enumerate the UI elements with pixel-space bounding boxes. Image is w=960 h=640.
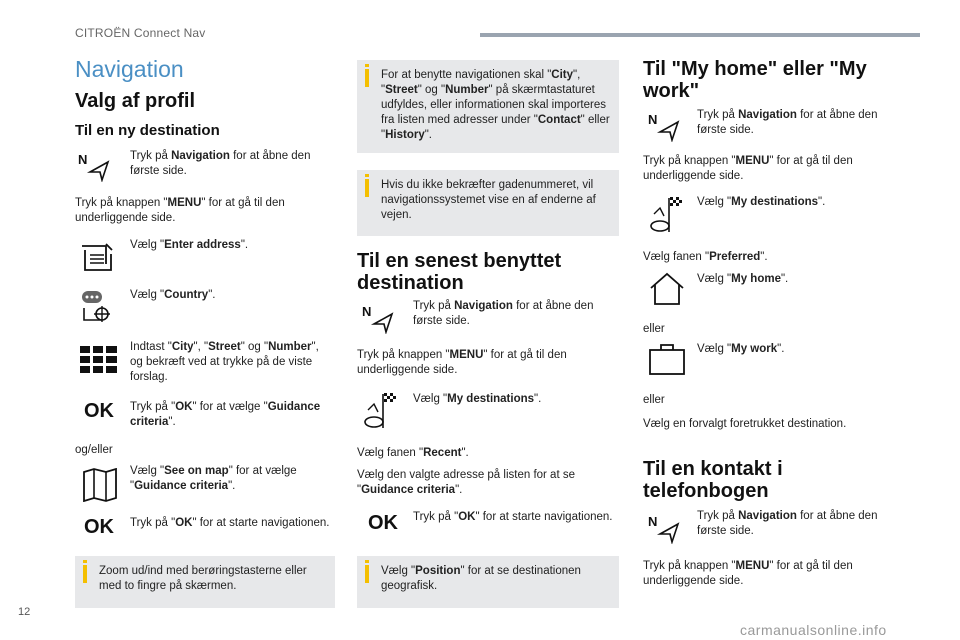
- ok-icon: OK: [84, 400, 114, 422]
- col1-or-label: og/eller: [75, 444, 113, 456]
- navigation-n-icon: [648, 514, 682, 544]
- header-brand: CITROËN Connect Nav: [75, 26, 206, 40]
- col3-tab-preferred: Vælg fanen "Preferred".: [643, 251, 768, 263]
- keypad-grid-icon: [80, 346, 118, 374]
- page-number: 12: [18, 606, 31, 618]
- col3-heading-home-work: Til "My home" eller "My work": [643, 58, 867, 102]
- col1-step-city-street: Indtast "City", "Street" og "Number", og bekræft ved at trykke på de viste forslag.: [130, 341, 319, 383]
- navigation-n-icon: [362, 304, 396, 334]
- col1-heading: Valg af profil: [75, 90, 196, 112]
- col1-step-enter-address: Vælg "Enter address".: [130, 239, 249, 251]
- col2-note-city-street: For at benytte navigationen skal "City", "Street" og "Number" på skærmtastaturet udfyldes, eller informationen skal importeres fra listen med adresser under "Contact" eller "History".: [357, 60, 619, 153]
- ok-icon: OK: [84, 516, 114, 538]
- col3-step-navigation: Tryk på Navigation for at åbne den første side.: [697, 109, 878, 136]
- col1-step-see-on-map: Vælg "See on map" for at vælge "Guidance criteria".: [130, 465, 297, 492]
- col3-menu-text-2: Tryk på knappen "MENU" for at gå til den underliggende side.: [643, 560, 853, 587]
- col2-tab-recent: Vælg fanen "Recent".: [357, 447, 469, 459]
- svg-text:N: N: [648, 112, 658, 127]
- col3-step-my-home: Vælg "My home".: [697, 273, 789, 285]
- watermark: carmanualsonline.info: [740, 622, 887, 638]
- col2-note-position: Vælg "Position" for at se destinationen geografisk.: [357, 556, 619, 608]
- section-title: Navigation: [75, 56, 184, 82]
- map-book-icon: [82, 468, 118, 502]
- col3-step-my-destinations: Vælg "My destinations".: [697, 196, 826, 208]
- destination-pin-icon: [648, 196, 688, 236]
- col1-menu-text: Tryk på knappen "MENU" for at gå til den underliggende side.: [75, 197, 285, 224]
- col1-step-ok-start: Tryk på "OK" for at starte navigationen.: [130, 517, 330, 529]
- col3-step-navigation-2: Tryk på Navigation for at åbne den første side.: [697, 510, 878, 537]
- col1-step-ok-guidance: Tryk på "OK" for at vælge "Guidance criteria".: [130, 401, 321, 428]
- col3-or-label-1: eller: [643, 323, 665, 335]
- country-globe-icon: [80, 288, 116, 324]
- ok-icon: OK: [368, 512, 398, 534]
- svg-text:N: N: [78, 152, 88, 167]
- col2-heading: Til en senest benyttet destination: [357, 250, 562, 294]
- col3-menu-text: Tryk på knappen "MENU" for at gå til den underliggende side.: [643, 155, 853, 182]
- col3-step-my-work: Vælg "My work".: [697, 343, 785, 355]
- col3-heading-contact: Til en kontakt i telefonbogen: [643, 458, 783, 502]
- svg-text:N: N: [648, 514, 658, 529]
- header-rule: [480, 33, 920, 37]
- col1-step-country: Vælg "Country".: [130, 289, 216, 301]
- col2-note-house-number: Hvis du ikke bekræfter gadenummeret, vil navigationssystemet vise en af enderne af vejen.: [357, 170, 619, 236]
- navigation-n-icon: [648, 112, 682, 142]
- navigation-n-icon: [78, 152, 112, 182]
- info-marker-icon: [365, 179, 369, 197]
- work-briefcase-icon: [648, 342, 686, 376]
- col1-step-navigation: Tryk på Navigation for at åbne den første side.: [130, 150, 311, 177]
- col3-or-label-2: eller: [643, 394, 665, 406]
- col2-select-address: Vælg den valgte adresse på listen for at se "Guidance criteria".: [357, 469, 575, 496]
- col1-note-zoom: Zoom ud/ind med berøringstasterne eller med to fingre på skærmen.: [75, 556, 335, 608]
- svg-text:N: N: [362, 304, 372, 319]
- info-marker-icon: [365, 69, 369, 87]
- info-marker-icon: [83, 565, 87, 583]
- col2-step-navigation: Tryk på Navigation for at åbne den første side.: [413, 300, 594, 327]
- col2-step-my-destinations: Vælg "My destinations".: [413, 393, 542, 405]
- keyboard-address-icon: [80, 240, 114, 274]
- info-marker-icon: [365, 565, 369, 583]
- destination-pin-icon: [362, 392, 402, 432]
- col2-menu-text: Tryk på knappen "MENU" for at gå til den underliggende side.: [357, 349, 567, 376]
- col3-preset-destination: Vælg en forvalgt foretrukket destination.: [643, 418, 847, 430]
- col1-subheading: Til en ny destination: [75, 122, 220, 139]
- home-icon: [648, 272, 686, 306]
- col2-step-ok-start: Tryk på "OK" for at starte navigationen.: [413, 511, 613, 523]
